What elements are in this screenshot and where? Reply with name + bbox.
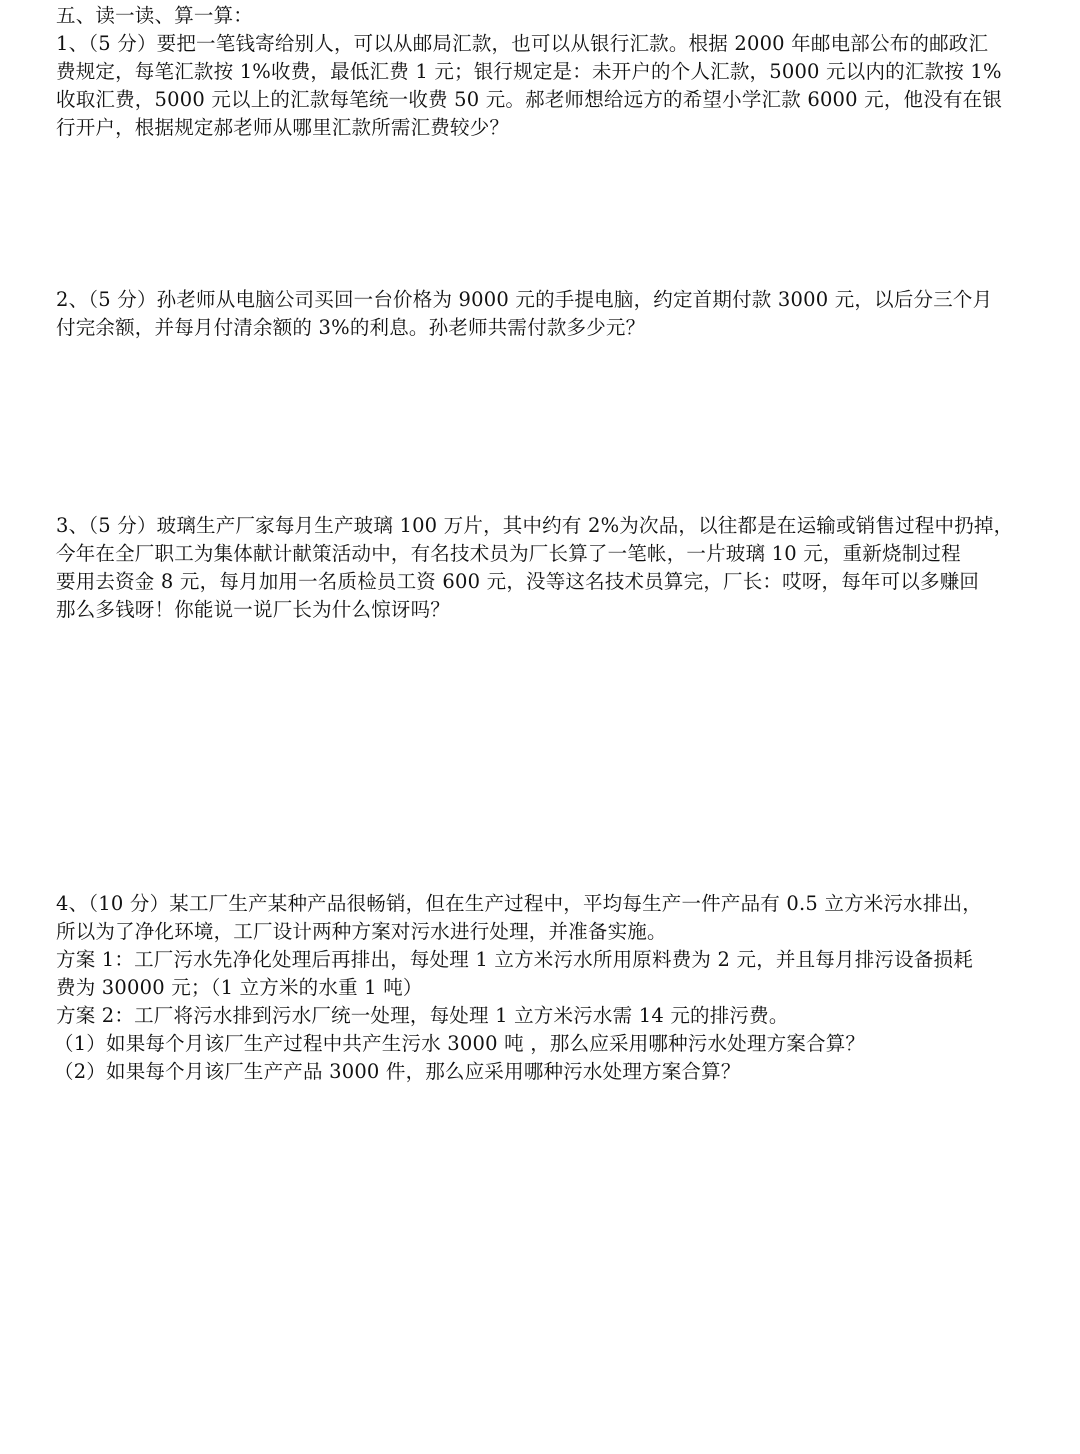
- plan-1-line: 费为 30000 元；（1 立方米的水重 1 吨）: [56, 976, 423, 999]
- plan-1-line: 方案 1：工厂污水先净化处理后再排出，每处理 1 立方米污水所用原料费为 2 元，并且每月排污设备损耗: [56, 948, 973, 971]
- question-1-line: 费规定，每笔汇款按 1%收费，最低汇费 1 元；银行规定是：未开户的个人汇款，5000 元以内的汇款按 1%: [56, 60, 1002, 83]
- question-3-line: 那么多钱呀！你能说一说厂长为什么惊讶吗？: [56, 598, 451, 621]
- question-4-line: 4、（10 分）某工厂生产某种产品很畅销，但在生产过程中，平均每生产一件产品有 0.5 立方米污水排出，: [56, 892, 982, 915]
- sub-question-1: （1）如果每个月该厂生产过程中共产生污水 3000 吨 ，那么应采用哪种污水处理方案合算？: [54, 1032, 866, 1055]
- question-3-line: 要用去资金 8 元，每月加用一名质检员工资 600 元，没等这名技术员算完，厂长：哎呀，每年可以多赚回: [56, 570, 980, 593]
- sub-question-2: （2）如果每个月该厂生产产品 3000 件，那么应采用哪种污水处理方案合算？: [54, 1060, 741, 1083]
- question-4-line: 所以为了净化环境，工厂设计两种方案对污水进行处理，并准备实施。: [56, 920, 667, 943]
- question-2-line: 2、（5 分）孙老师从电脑公司买回一台价格为 9000 元的手提电脑，约定首期付款 3000 元，以后分三个月: [56, 288, 993, 311]
- question-3-line: 今年在全厂职工为集体献计献策活动中，有名技术员为厂长算了一笔帐，一片玻璃 10 元，重新烧制过程: [56, 542, 961, 565]
- section-title: 五、读一读、算一算：: [56, 4, 254, 27]
- question-3-line: 3、（5 分）玻璃生产厂家每月生产玻璃 100 万片，其中约有 2%为次品，以往都是在运输或销售过程中扔掉，: [56, 514, 1014, 537]
- plan-2-line: 方案 2：工厂将污水排到污水厂统一处理，每处理 1 立方米污水需 14 元的排污费。: [56, 1004, 789, 1027]
- question-1-line: 1、（5 分）要把一笔钱寄给别人，可以从邮局汇款，也可以从银行汇款。根据 2000 年邮电部公布的邮政汇: [56, 32, 989, 55]
- question-1-line: 收取汇费，5000 元以上的汇款每笔统一收费 50 元。郝老师想给远方的希望小学汇款 6000 元，他没有在银: [56, 88, 1003, 111]
- question-1-line: 行开户，根据规定郝老师从哪里汇款所需汇费较少？: [56, 116, 510, 139]
- question-2-line: 付完余额，并每月付清余额的 3%的利息。孙老师共需付款多少元？: [56, 316, 646, 339]
